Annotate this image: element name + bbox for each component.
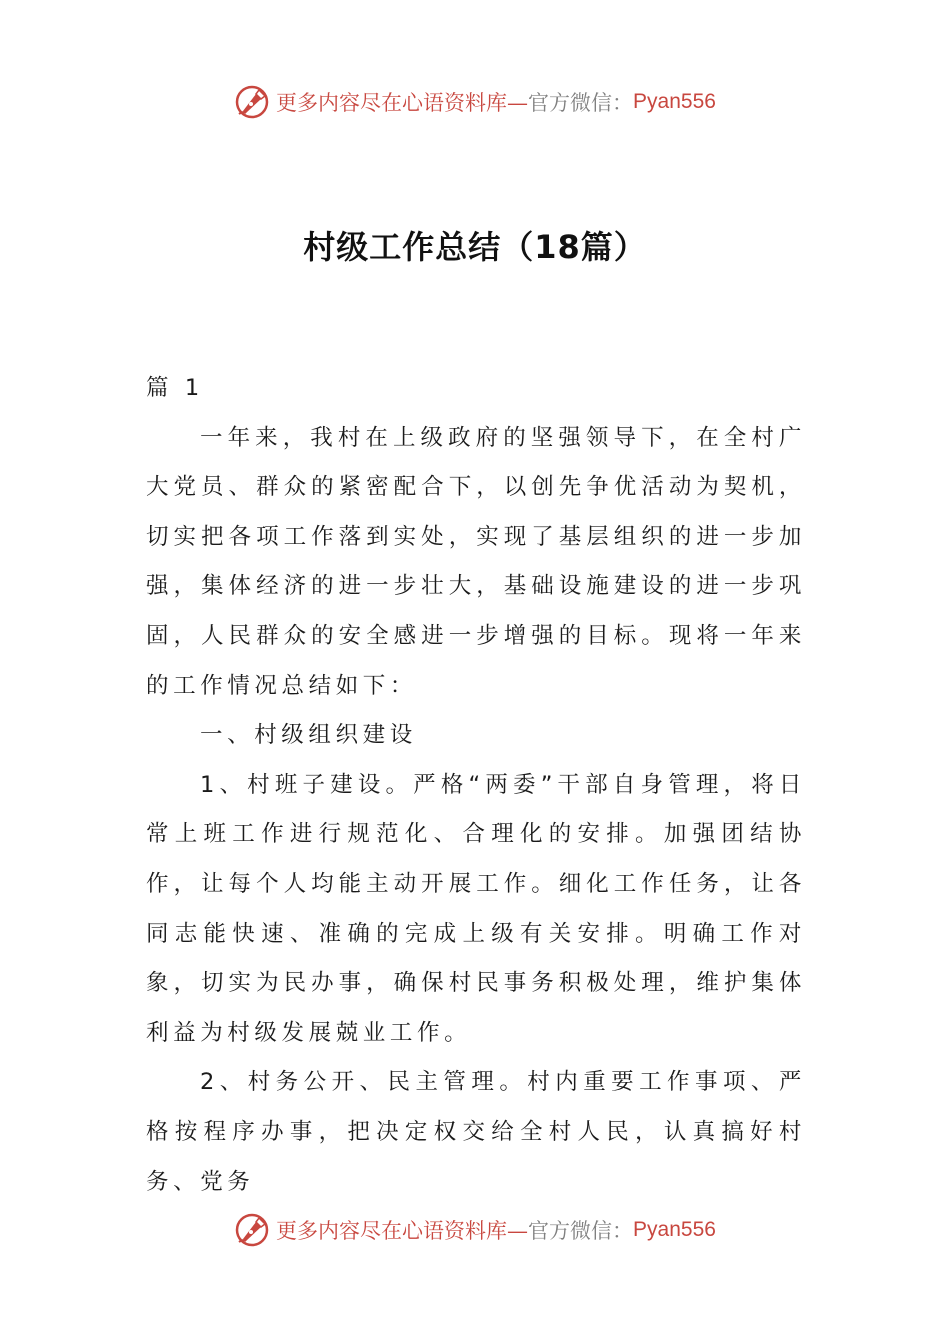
body-paragraph: 2、村务公开、民主管理。村内重要工作事项、严格按程序办事，把决定权交给全村人民，认真搞好村务、党务 xyxy=(146,1069,806,1195)
banner-wechat-label: 官方微信： xyxy=(528,91,634,115)
banner-wechat-account: Pyan556 xyxy=(633,90,716,113)
header-banner xyxy=(0,82,950,122)
section-label: 篇 1 xyxy=(146,375,204,401)
document-title: 村级工作总结（18篇） xyxy=(303,228,647,266)
document-body xyxy=(146,364,806,1207)
pen-nib-logo-icon xyxy=(234,84,270,120)
body-paragraph: 一年来，我村在上级政府的坚强领导下，在全村广大党员、群众的紧密配合下，以创先争优活动为契机，切实把各项工作落到实处，实现了基层组织的进一步加强，集体经济的进一步壮大，基础设施建设的进一步巩固，人民群众的安全感进一步增强的目标。现将一年来的工作情况总结如下： xyxy=(146,424,806,699)
banner-promo-text: 更多内容尽在心语资料库— xyxy=(276,1219,529,1243)
banner-wechat-label: 官方微信： xyxy=(528,1219,634,1243)
pen-nib-logo-icon xyxy=(234,1212,270,1248)
footer-banner xyxy=(0,1210,950,1250)
section-heading: 一、村级组织建设 xyxy=(200,722,417,749)
banner-wechat-account: Pyan556 xyxy=(633,1218,716,1241)
body-paragraph: 1、村班子建设。严格“两委”干部自身管理，将日常上班工作进行规范化、合理化的安排。加强团结协作，让每个人均能主动开展工作。细化工作任务，让各同志能快速、准确的完成上级有关安排。明确工作对象，切实为民办事，确保村民事务积极处理，维护集体利益为村级发展兢业工作。 xyxy=(146,771,806,1046)
banner-promo-text: 更多内容尽在心语资料库— xyxy=(276,91,529,115)
